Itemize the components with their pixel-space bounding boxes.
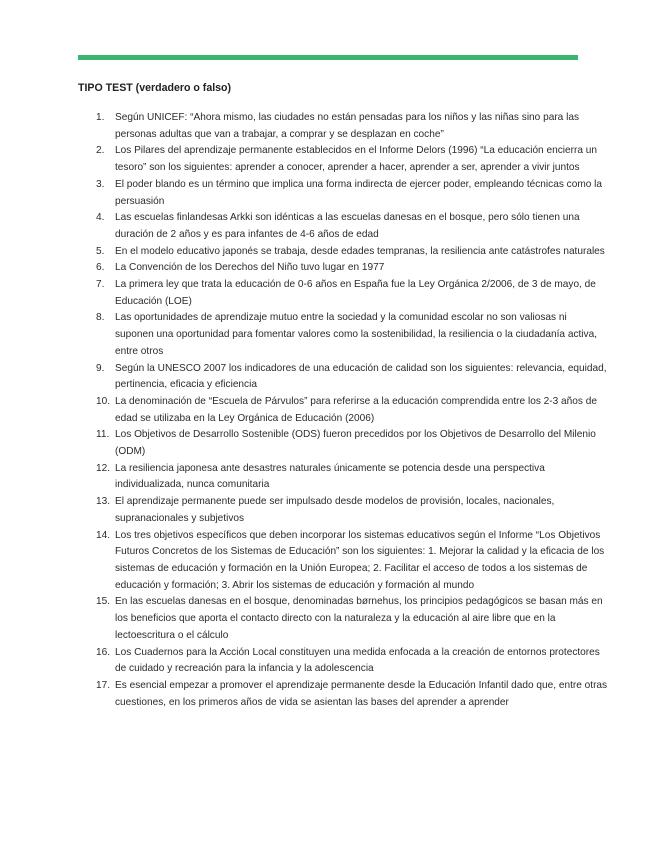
question-number: 4.: [96, 212, 105, 224]
question-text: El aprendizaje permanente puede ser impulsado desde modelos de provisión, locales, nacionales, supranacionales y subjetivos: [115, 496, 555, 524]
question-number: 6.: [96, 262, 105, 274]
question-text: La primera ley que trata la educación de 0-6 años en España fue la Ley Orgánica 2/2006, de 3 de mayo, de Educación (LOE): [115, 279, 596, 307]
question-item: [78, 427, 608, 460]
question-text: Las oportunidades de aprendizaje mutuo entre la sociedad y la comunidad escolar no son valiosas ni suponen una oportunidad para fomentar valores como la sostenibilidad, la resiliencia o la ciudadanía activa, entre otros: [115, 312, 597, 357]
question-text: Las escuelas finlandesas Arkki son idénticas a las escuelas danesas en el bosque, pero sólo tienen una duración de 2 años y es para infantes de 4-6 años de edad: [115, 212, 580, 240]
section-title: TIPO TEST (verdadero o falso): [78, 82, 232, 94]
header-divider: [78, 55, 578, 60]
question-number: 3.: [96, 178, 105, 190]
question-text: El poder blando es un término que implica una forma indirecta de ejercer poder, empleando técnicas como la persuasión: [115, 178, 603, 207]
question-number: 10.: [96, 395, 111, 407]
question-number: 1.: [96, 112, 105, 123]
question-item: [78, 528, 608, 595]
question-text: Según la UNESCO 2007 los indicadores de una educación de calidad son los siguientes: relevancia, equidad, pertinencia, eficacia y eficiencia: [115, 362, 607, 391]
question-item: [78, 277, 608, 310]
question-text: Según UNICEF: “Ahora mismo, las ciudades no están pensadas para los niños y las niñas sino para las personas adultas que van a trabajar, a comprar y se desplazan en coche”: [115, 112, 579, 140]
question-item: [78, 143, 608, 176]
question-text: La denominación de “Escuela de Párvulos” para referirse a la educación comprendida entre los 2-3 años de edad se utilizaba en la Ley Orgánica de Educación (2006): [115, 395, 597, 424]
question-number: 13.: [96, 496, 111, 508]
question-item: [78, 361, 608, 394]
question-number: 17.: [96, 679, 111, 691]
question-text: Los tres objetivos específicos que deben incorporar los sistemas educativos según el Informe “Los Objetivos Futuros Concretos de los Sistemas de Educación” son los siguientes: 1. Mejorar la calidad y la eficacia de los sistemas de educación y formación en la Unión Europea; 2. Facilitar el acceso de todos a los sistemas de educación y formación; 3. Abrir los sistemas de educación y formación al mundo: [115, 529, 605, 591]
question-text: Los Pilares del aprendizaje permanente establecidos en el Informe Delors (1996) “La educación encierra un tesoro” son los siguientes: aprender a conocer, aprender a hacer, aprender a ser, aprender a vivir juntos: [115, 145, 597, 174]
question-item: [78, 494, 608, 527]
question-text: La Convención de los Derechos del Niño tuvo lugar en 1977: [115, 262, 385, 274]
question-item: [78, 645, 608, 678]
question-number: 16.: [96, 646, 111, 658]
question-item: [78, 210, 608, 243]
question-item: [78, 110, 608, 143]
question-number: 12.: [96, 462, 111, 474]
question-item: [78, 260, 608, 277]
question-text: Los Cuadernos para la Acción Local constituyen una medida enfocada a la creación de entornos protectores de cuidado y recreación para la infancia y la adolescencia: [115, 646, 600, 675]
question-item: [78, 461, 608, 494]
question-item: [78, 244, 608, 261]
question-item: [78, 177, 608, 210]
question-number: 7.: [96, 279, 105, 291]
question-text: En las escuelas danesas en el bosque, denominadas børnehus, los principios pedagógicos se basan más en los beneficios que aporta el contacto directo con la naturaleza y la educación al aire libre que en la lectoescritura o el cálculo: [115, 596, 603, 641]
question-number: 9.: [96, 362, 105, 374]
question-item: [78, 310, 608, 360]
question-item: [78, 394, 608, 427]
question-text: En el modelo educativo japonés se trabaja, desde edades tempranas, la resiliencia ante catástrofes naturales: [115, 245, 605, 257]
question-item: [78, 594, 608, 644]
question-number: 2.: [96, 145, 105, 157]
question-number: 8.: [96, 312, 105, 324]
question-text: La resiliencia japonesa ante desastres naturales únicamente se potencia desde una perspectiva individualizada, nunca comunitaria: [115, 462, 545, 491]
question-number: 11.: [96, 429, 110, 441]
question-item: [78, 678, 608, 711]
question-text: Es esencial empezar a promover el aprendizaje permanente desde la Educación Infantil dado que, entre otras cuestiones, en los primeros años de vida se asientan las bases del aprender a aprender: [115, 679, 608, 708]
question-text: Los Objetivos de Desarrollo Sostenible (ODS) fueron precedidos por los Objetivos de Desarrollo del Milenio (ODM): [115, 429, 596, 458]
question-number: 15.: [96, 596, 111, 608]
question-number: 5.: [96, 245, 105, 257]
question-number: 14.: [96, 529, 111, 541]
question-list: [78, 110, 608, 711]
